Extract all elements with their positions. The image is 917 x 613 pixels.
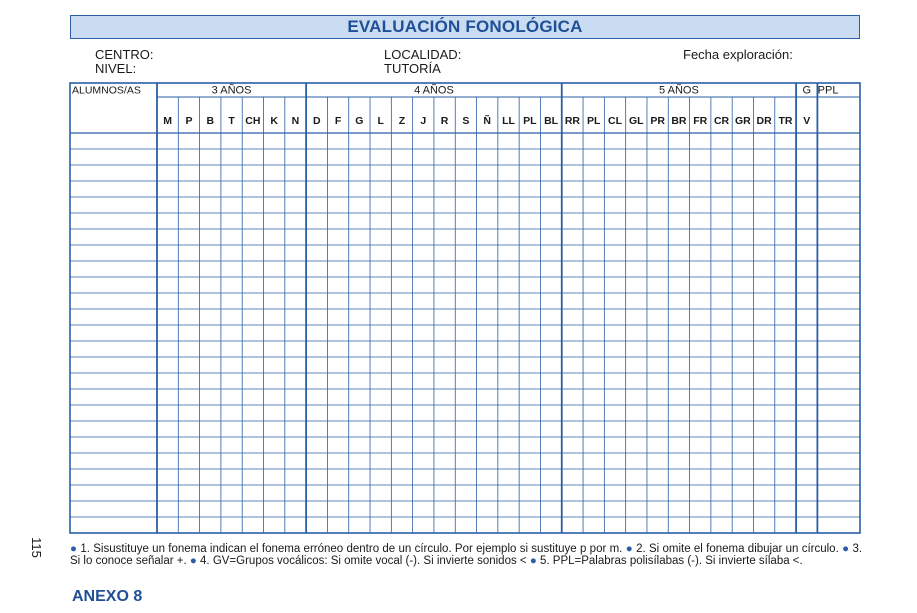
- phoneme-label: M: [163, 115, 173, 127]
- phoneme-label: TR: [778, 115, 793, 127]
- bullet-dot-icon: ●: [625, 543, 633, 555]
- phoneme-label: RR: [564, 115, 580, 127]
- footnote-part-2: 2. Si omite el fonema dibujar un círculo.: [636, 543, 839, 555]
- phoneme-label: Ñ: [483, 115, 491, 127]
- footnote-part-5: 5. PPL=Palabras polisílabas (-). Si invierte sílaba <.: [540, 555, 803, 567]
- phoneme-label: Z: [398, 115, 406, 127]
- footnote-part-1: 1. Sisustituye un fonema indican el fonema erróneo dentro de un círculo. Por ejemplo si sustituye p por m.: [80, 543, 623, 555]
- phoneme-label: G: [355, 115, 364, 127]
- phoneme-label: BR: [671, 115, 687, 127]
- phoneme-label: PL: [587, 115, 601, 127]
- page-title: EVALUACIÓN FONOLÓGICA: [347, 17, 583, 36]
- phoneme-label: N: [291, 115, 300, 127]
- bullet-dot-icon: ●: [189, 555, 197, 567]
- phoneme-label: P: [185, 115, 193, 127]
- phoneme-label: F: [334, 115, 342, 127]
- phoneme-label: GR: [734, 115, 751, 127]
- phoneme-label: CL: [608, 115, 623, 127]
- footnote: [70, 543, 862, 567]
- phoneme-label: B: [206, 115, 215, 127]
- bullet-dot-icon: ●: [842, 543, 850, 555]
- page-number: [26, 535, 46, 559]
- phoneme-label: J: [420, 115, 427, 127]
- phoneme-label: CR: [713, 115, 730, 127]
- phoneme-label: R: [440, 115, 449, 127]
- phoneme-label: GL: [629, 115, 644, 127]
- phoneme-label: BL: [544, 115, 559, 127]
- footnote-part-4: 4. GV=Grupos vocálicos: Si omite vocal (-). Si invierte sonidos <: [200, 555, 527, 567]
- bullet-dot-icon: ●: [529, 555, 537, 567]
- footnote-part-3: 3. Si lo conoce señalar +.: [70, 543, 863, 567]
- annex-label: ANEXO 8: [72, 588, 143, 605]
- age-group-label: G: [802, 84, 812, 97]
- phoneme-label: FR: [693, 115, 708, 127]
- bullet-dot-icon: ●: [70, 543, 78, 555]
- centro-label: CENTRO:: [95, 47, 154, 62]
- tutoria-label: TUTORÍA: [384, 61, 441, 76]
- phoneme-label: PL: [523, 115, 537, 127]
- age-group-label: 3 AÑOS: [211, 84, 252, 97]
- phoneme-label: PR: [650, 115, 665, 127]
- phoneme-label: L: [377, 115, 384, 127]
- phoneme-label: K: [270, 115, 278, 127]
- age-group-label: 5 AÑOS: [659, 84, 699, 97]
- localidad-label: LOCALIDAD:: [384, 47, 462, 62]
- phoneme-label: T: [228, 115, 235, 127]
- alumnos-header: ALUMNOS/AS: [72, 84, 141, 97]
- fecha-exploracion-label: Fecha exploración:: [683, 47, 793, 62]
- grid-border: [70, 83, 860, 533]
- age-group-label: 4 AÑOS: [414, 84, 454, 97]
- nivel-label: NIVEL:: [95, 61, 137, 76]
- phoneme-label: LL: [502, 115, 515, 127]
- phoneme-label: V: [803, 115, 811, 127]
- phoneme-label: DR: [756, 115, 772, 127]
- phoneme-label: S: [462, 115, 470, 127]
- page-number-text: 115: [28, 536, 44, 558]
- phoneme-label: D: [312, 115, 321, 127]
- age-group-label: PPL: [817, 84, 839, 97]
- phoneme-label: CH: [245, 115, 261, 127]
